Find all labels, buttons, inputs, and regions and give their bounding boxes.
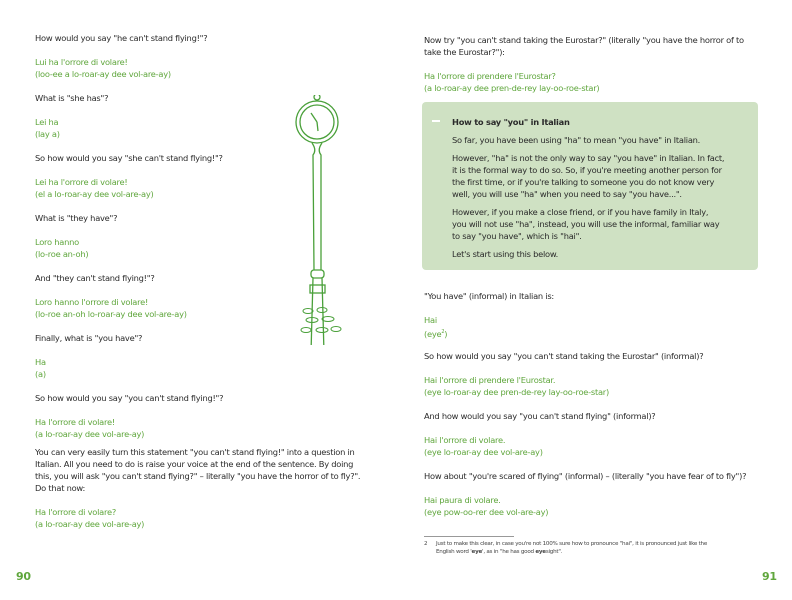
footnote: [424, 540, 707, 556]
text-line: take the Eurostar?"):: [424, 47, 505, 57]
text-line: Now try "you can't stand taking the Eurostar?" (literally "you have the horror of to: [424, 35, 744, 45]
pronunciation-text: (eye lo-roar-ay dee pren-de-rey lay-oo-roe-star): [424, 387, 609, 397]
pronunciation: [35, 368, 46, 380]
question: So how would you say "you can't stand flying!"?: [35, 393, 224, 403]
italian-phrase: Hai: [424, 315, 437, 325]
pronunciation: [35, 188, 153, 200]
question: What is "she has"?: [35, 93, 109, 103]
answer: [424, 374, 609, 398]
answer: [35, 56, 171, 80]
footnote-bold: eye: [471, 549, 483, 555]
pronunciation-text: (a): [35, 369, 46, 379]
italian-phrase: Ha: [35, 357, 46, 367]
pronunciation: [424, 386, 609, 398]
italian-phrase: Lei ha: [35, 117, 59, 127]
answer: [35, 416, 144, 440]
pronunciation-text: (lay a): [35, 129, 60, 139]
box-paragraph: [452, 206, 719, 242]
italian-phrase: Hai paura di volare.: [424, 495, 501, 505]
answer: [35, 116, 60, 140]
question: "You have" (informal) in Italian is:: [424, 291, 554, 301]
question: So how would you say "she can't stand flying!"?: [35, 153, 223, 163]
text-line: this, you will ask "you can't stand flying?" – literally "you have the horror of to fly?".: [35, 471, 361, 481]
intro-paragraph: [424, 34, 744, 58]
text-line: you will not use "ha", instead, you will use the informal, familiar way: [452, 219, 720, 229]
pronunciation: (a lo-roar-ay dee vol-are-ay): [35, 519, 145, 529]
info-box: [422, 102, 758, 270]
text-line: However, if you make a close friend, or if you have family in Italy,: [452, 207, 709, 217]
italian-phrase: Ha l'orrore di volare?: [35, 507, 116, 517]
answer: [35, 356, 46, 380]
text-line: Italian. All you need to do is raise your voice at the end of the sentence. By doing: [35, 459, 354, 469]
pronunciation: [35, 308, 187, 320]
footnote-text: ', as in "he has good: [482, 549, 536, 555]
question: And "they can't stand flying!"?: [35, 273, 155, 283]
text-line: Do that now:: [35, 483, 86, 493]
box-paragraph: So far, you have been using "ha" to mean "you have" in Italian.: [452, 135, 701, 145]
pronunciation-text: (eye pow-oo-rer dee vol-are-ay): [424, 507, 549, 517]
box-paragraph: Let's start using this below.: [452, 249, 559, 259]
pronunciation-text: (el a lo-roar-ay dee vol-are-ay): [35, 189, 154, 199]
footnote-divider: [424, 536, 514, 537]
text-line: the first time, or if you're talking to someone you do not know very: [452, 177, 715, 187]
italian-phrase: Hai l'orrore di volare.: [424, 435, 506, 445]
answer: [35, 176, 153, 200]
pronunciation: [35, 248, 88, 260]
text-line: well, you will use "ha" when you need to say "you have...".: [452, 189, 682, 199]
answer: [424, 434, 543, 458]
pronunciation: (a lo-roar-ay dee pren-de-rey lay-oo-roe-star): [424, 83, 600, 93]
italian-phrase: Loro hanno: [35, 237, 79, 247]
box-paragraph: [452, 152, 724, 200]
footprints-illustration: [298, 305, 348, 340]
page-number: 91: [762, 570, 777, 583]
pronunciation-text: ): [444, 328, 448, 339]
pronunciation: [35, 68, 171, 80]
pronunciation: [424, 446, 543, 458]
pronunciation: [424, 506, 548, 518]
pronunciation: [35, 428, 144, 440]
question: How would you say "he can't stand flying!"?: [35, 33, 208, 43]
footnote-text: Just to make this clear, in case you're not 100% sure how to pronounce "hai", it is pronounced just like the: [436, 541, 708, 547]
answer: [424, 314, 447, 340]
italian-phrase: Hai l'orrore di prendere l'Eurostar.: [424, 375, 556, 385]
footnote-number: 2: [424, 541, 428, 547]
pronunciation-text: (loo-ee a lo-roar-ay dee vol-are-ay): [35, 69, 171, 79]
answer: [35, 296, 187, 320]
pronunciation-text: (lo-roe an-oh lo-roar-ay dee vol-are-ay): [35, 309, 187, 319]
answer: [424, 494, 548, 518]
footnote-text: English word ': [436, 549, 472, 555]
text-line: You can very easily turn this statement "you can't stand flying!" into a question in: [35, 447, 355, 457]
box-title: How to say "you" in Italian: [452, 117, 570, 127]
page-number: 90: [16, 570, 31, 583]
question: Finally, what is "you have"?: [35, 333, 143, 343]
question-paragraph: [35, 446, 360, 494]
footnote-text: sight".: [545, 549, 563, 555]
pronunciation-text: (a lo-roar-ay dee vol-are-ay): [35, 429, 145, 439]
intro-answer: [424, 70, 599, 94]
question: And how would you say "you can't stand flying" (informal)?: [424, 411, 656, 421]
pronunciation-text: (eye lo-roar-ay dee vol-are-ay): [424, 447, 543, 457]
pronunciation: [35, 128, 60, 140]
pronunciation-text: (lo-roe an-oh): [35, 249, 89, 259]
pronunciation: [424, 326, 447, 340]
answer-final: [35, 506, 144, 530]
pronunciation-text: (eye: [424, 328, 442, 339]
question: How about "you're scared of flying" (informal) – (literally "you have fear of to fly")?: [424, 471, 747, 481]
italian-phrase: Ha l'orrore di volare!: [35, 417, 115, 427]
answer: [35, 236, 88, 260]
footnote-ref: 2: [441, 329, 445, 335]
question: So how would you say "you can't stand taking the Eurostar" (informal)?: [424, 351, 704, 361]
italian-phrase: Loro hanno l'orrore di volare!: [35, 297, 149, 307]
text-line: to say "you have", which is "hai".: [452, 231, 582, 241]
italian-phrase: Ha l'orrore di prendere l'Eurostar?: [424, 71, 556, 81]
text-line: However, "ha" is not the only way to say "you have" in Italian. In fact,: [452, 153, 725, 163]
box-mark-icon: [432, 120, 440, 122]
question: What is "they have"?: [35, 213, 118, 223]
italian-phrase: Lui ha l'orrore di volare!: [35, 57, 128, 67]
footnote-bold: eye: [535, 549, 546, 555]
italian-phrase: Lei ha l'orrore di volare!: [35, 177, 128, 187]
text-line: it is the formal way to do so. So, if you're meeting another person for: [452, 165, 722, 175]
